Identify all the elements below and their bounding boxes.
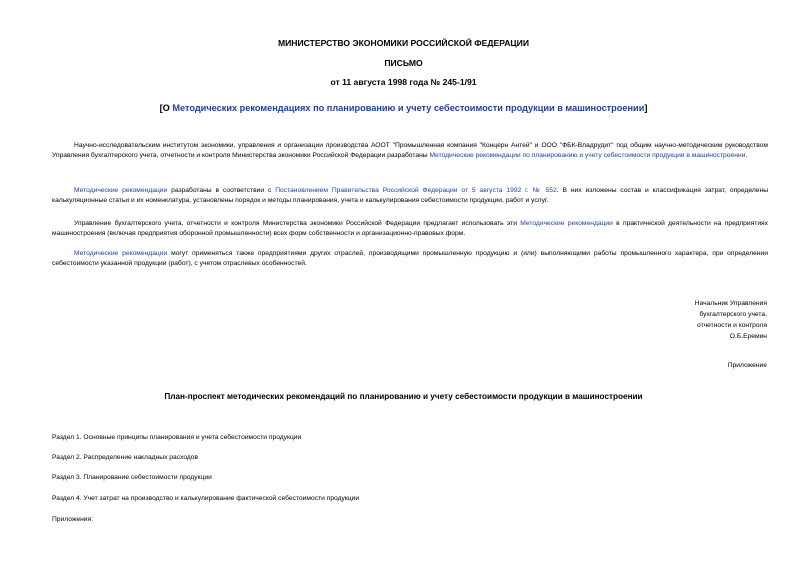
recommendations-link[interactable]: Методические рекомендации	[74, 250, 168, 257]
plan-title: План-проспект методических рекомендаций по планированию и учету себестоимости продукции в машиностроении	[164, 392, 643, 401]
date-number-heading: от 11 августа 1998 года № 245-1/91	[330, 77, 477, 87]
subject-link[interactable]: Методических рекомендациях по планированию и учету себестоимости продукции в машиностроении	[172, 103, 645, 113]
plan-section: Раздел 4. Учет затрат на производство и калькулирование фактической себестоимости продукции	[52, 495, 360, 502]
paragraph-2-end: . В них изложены состав и классификация затрат, определены калькуляционные статьи и их номенклатура, установлены порядок и методы планирования, учета и калькулирования себестоимости продукции, работ и услуг.	[52, 187, 768, 205]
paragraph-2	[52, 186, 768, 206]
subject-prefix: [О	[159, 103, 173, 113]
subject-heading	[0, 103, 807, 113]
paragraph-3	[52, 219, 768, 239]
signature-line: отчетности и контроля	[697, 322, 767, 329]
paragraph-1-text: Научно-исследовательским институтом экономики, управления и организации производства АООТ "Промышленная компания "Концерн Антей" и ООО "ФБК-Владрудит" под общим научно-методическим руководством Управления бухгалтерского учета, отчетности и контроля Министерства экономики Российской Федерации разработаны	[52, 142, 768, 160]
plan-section: Раздел 2. Распределение накладных расходов	[52, 454, 199, 461]
plan-section: Раздел 1. Основные принципы планирования и учета себестоимости продукции	[52, 434, 302, 441]
ministry-heading: МИНИСТЕРСТВО ЭКОНОМИКИ РОССИЙСКОЙ ФЕДЕРАЦИИ	[277, 38, 530, 48]
paragraph-2-mid: разработаны в соответствии с	[167, 187, 276, 194]
signature-line: Начальник Управления	[694, 300, 767, 307]
recommendations-link[interactable]: Методические рекомендации по планированию и учету себестоимости продукции в машиностроении	[429, 152, 746, 160]
paragraph-3-start: Управление бухгалтерского учета, отчетности и контроля Министерства экономики Российской Федерации предлагает использовать эти	[74, 220, 521, 227]
recommendations-link[interactable]: Методические рекомендации	[520, 220, 613, 227]
doc-type-heading: ПИСЬМО	[384, 58, 423, 68]
paragraph-3-end: в практической деятельности на предприятиях машиностроения (включая предприятия оборонной промышленности) всех форм собственности и организационно-правовых форм.	[52, 220, 769, 238]
paragraph-1	[52, 141, 768, 161]
signer-name: О.Б.Еремин	[729, 333, 767, 340]
signature-line: бухгалтерского учета,	[699, 311, 767, 318]
paragraph-4	[52, 249, 768, 269]
plan-appendices-label: Приложения:	[52, 516, 93, 523]
subject-suffix: ]	[644, 103, 648, 113]
plan-section: Раздел 3. Планирование себестоимости продукции	[52, 474, 212, 481]
decree-link[interactable]: Постановлением Правительства Российской Федерации от 5 августа 1992 г. № 552	[275, 187, 557, 194]
paragraph-1-end: .	[745, 152, 748, 160]
signature-block	[567, 298, 767, 342]
appendix-label: Приложение	[727, 362, 767, 369]
paragraph-4-end: могут применяться также предприятиями других отраслей, производящими промышленную продукцию и (или) выполняющими работы промышленного характера, при определении себестоимости указанной продукции (работ), с учетом отраслевых особенностей.	[52, 250, 768, 268]
recommendations-link[interactable]: Методические рекомендации	[74, 187, 168, 194]
